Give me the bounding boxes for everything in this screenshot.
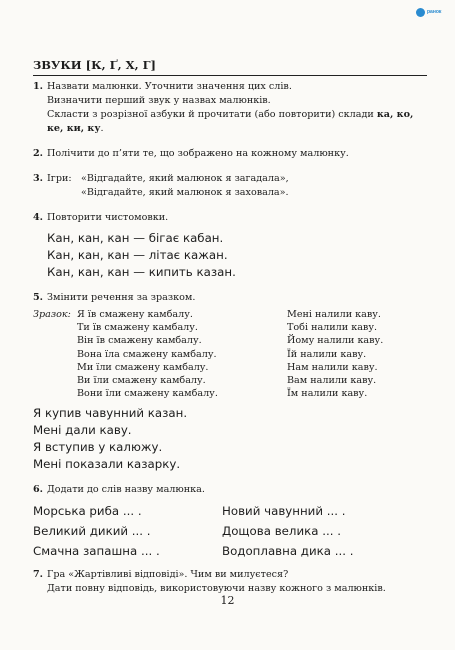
publisher-logo: [416, 5, 452, 19]
phrase: Великий дикий ... .: [33, 524, 151, 539]
task-text: Додати до слів назву малюнка.: [47, 484, 205, 496]
phrase: Дощова велика ... .: [222, 524, 341, 539]
sample-sentence: Мені налили каву.: [287, 309, 381, 320]
task-number: 6.: [33, 484, 44, 496]
phrase: Морська риба ... .: [33, 504, 142, 519]
task-6: [33, 483, 427, 497]
task-number: 3.: [33, 173, 44, 184]
sample-sentence: Я їв смажену камбалу.: [77, 309, 193, 320]
task-text: Гра «Жартівливі відповіді». Чим ви милуєтеся?: [47, 569, 289, 581]
exercise-sentence: Я купив чавунний казан.: [33, 406, 188, 421]
exercise-sentence: Мені дали каву.: [33, 423, 132, 438]
task-7: [33, 568, 427, 596]
sample-sentence: Вона їла смажену камбалу.: [77, 348, 217, 360]
task-2: [33, 147, 427, 161]
task-text: Назвати малюнки. Уточнити значення цих слів.: [47, 81, 292, 92]
sample-sentence: Тобі налили каву.: [287, 322, 378, 334]
syllables: ка, ко,: [376, 109, 414, 120]
task-text: Змінити речення за зразком.: [47, 292, 196, 303]
sample-sentence: Ми їли смажену камбалу.: [77, 361, 209, 373]
phrase-grid: [33, 501, 427, 561]
task-1: [33, 80, 427, 136]
sample-label: Зразок:: [33, 309, 71, 320]
sample-sentence: Їй налили каву.: [287, 348, 367, 360]
sample-sentence: Вони їли смажену камбалу.: [77, 388, 218, 400]
task-text: Визначити перший звук у назвах малюнків.: [47, 95, 271, 106]
task-number: 7.: [33, 569, 44, 581]
section-title: ЗВУКИ [К, Ґ, Х, Г]: [33, 58, 156, 72]
header-divider: [33, 75, 427, 76]
syllables: ке, ки, ку: [47, 123, 101, 134]
task-text: Полічити до п’яти те, що зображено на кожному малюнку.: [47, 148, 349, 159]
sample-sentence: Нам налили каву.: [287, 361, 378, 373]
task-4: [33, 211, 427, 281]
task-number: 4.: [33, 212, 44, 223]
page-content: [33, 80, 427, 596]
task-5: [33, 291, 427, 305]
sample-sentence: Ти їв смажену камбалу.: [77, 322, 198, 334]
task-number: 5.: [33, 292, 44, 303]
logo-text: ранок: [427, 9, 442, 15]
exercise-sentence: Мені показали казарку.: [33, 457, 181, 472]
page-number: 12: [220, 594, 235, 607]
task-3: [33, 172, 427, 200]
task-text: ке, ки, ку.: [47, 123, 104, 134]
sample-sentence: Вам налили каву.: [287, 375, 377, 387]
tongue-twister-line: Кан, кан, кан — бігає кабан.: [47, 231, 224, 245]
sample-sentence: Він їв смажену камбалу.: [77, 335, 202, 347]
task-number: 1.: [33, 81, 44, 92]
games-label: Ігри:: [47, 173, 72, 184]
task-text: Скласти з розрізної азбуки й прочитати (або повторити) склади ка, ко,: [47, 109, 414, 120]
phrase: Водоплавна дика ... .: [222, 544, 354, 559]
tongue-twister-line: Кан, кан, кан — кипить казан.: [47, 265, 236, 279]
tongue-twister-line: Кан, кан, кан — літає кажан.: [47, 248, 228, 262]
task-number: 2.: [33, 148, 44, 159]
game-title: «Відгадайте, який малюнок я заховала».: [81, 187, 289, 198]
section-header: [33, 58, 427, 76]
task-text: Дати повну відповідь, використовуючи назву кожного з малюнків.: [47, 583, 386, 595]
logo-circle-icon: [416, 8, 425, 17]
phrase: Смачна запашна ... .: [33, 544, 160, 559]
sample-sentence: Їм налили каву.: [287, 388, 368, 400]
task-text: Повторити чистомовки.: [47, 212, 169, 223]
exercise-sentence: Я вступив у калюжу.: [33, 440, 163, 455]
phrase: Новий чавунний ... .: [222, 504, 346, 519]
sample-sentence: Йому налили каву.: [287, 335, 384, 347]
game-title: «Відгадайте, який малюнок я загадала»,: [81, 173, 289, 184]
sample-sentence: Ви їли смажену камбалу.: [77, 375, 206, 387]
sample-table: [33, 308, 427, 400]
